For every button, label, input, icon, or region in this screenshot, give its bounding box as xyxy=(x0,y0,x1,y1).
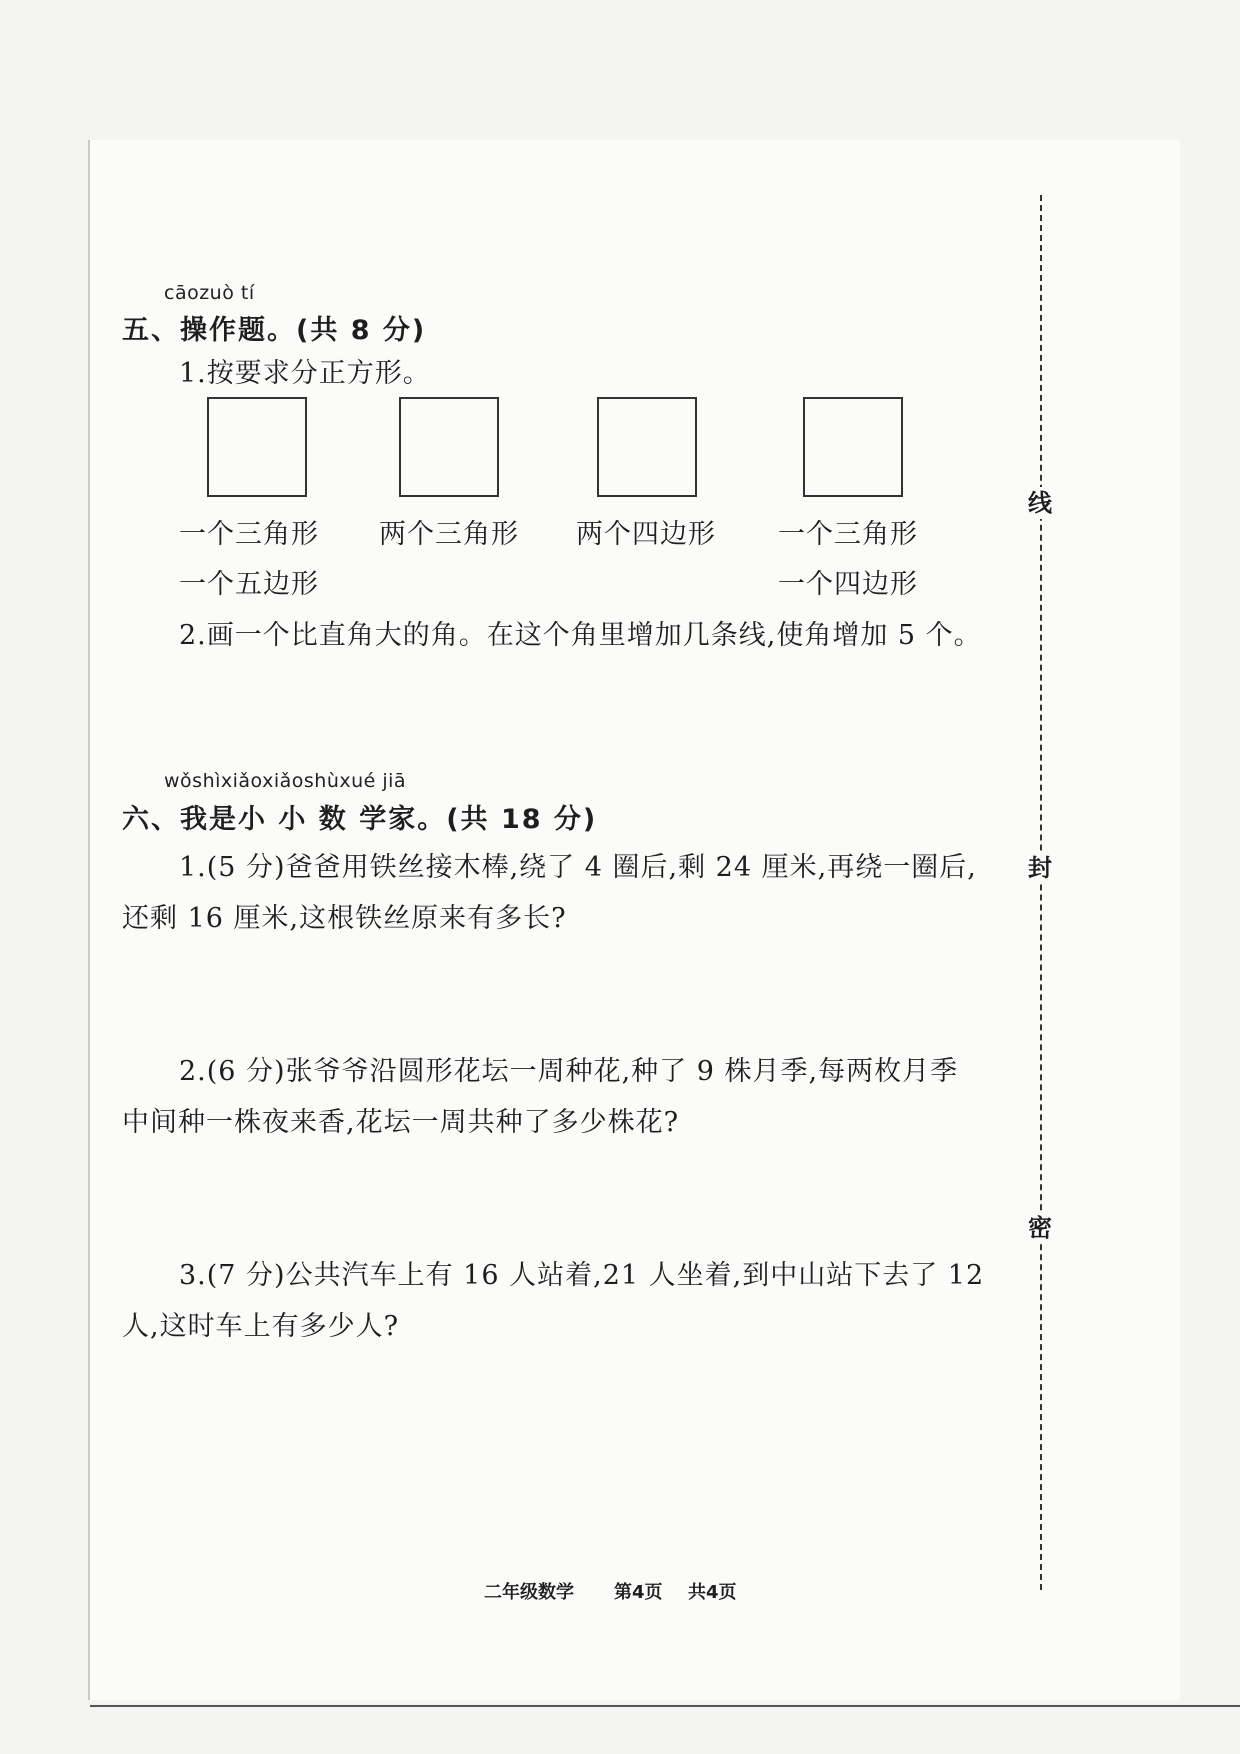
square-1-label-2: 一个五边形 xyxy=(179,569,319,600)
square-3[interactable] xyxy=(597,397,697,497)
square-1[interactable] xyxy=(207,397,307,497)
section5-title: 五、操作题。(共 8 分) xyxy=(122,315,427,346)
section6-title: 六、我是小 小 数 学家。(共 18 分) xyxy=(122,804,598,835)
bottom-rule xyxy=(90,1705,1240,1707)
square-4[interactable] xyxy=(803,397,903,497)
section6-q1-line1: 1.(5 分)爸爸用铁丝接木棒,绕了 4 圈后,剩 24 厘米,再绕一圈后, xyxy=(179,852,977,883)
binding-char-mi: 密 xyxy=(1024,1212,1056,1244)
footer-page: 第4页 xyxy=(614,1582,663,1603)
section6-q1-line2: 还剩 16 厘米,这根铁丝原来有多长? xyxy=(122,903,567,934)
section5-q1: 1.按要求分正方形。 xyxy=(179,358,431,389)
section5-pinyin: cāozuò tí xyxy=(164,282,255,304)
section6-q2-line1: 2.(6 分)张爷爷沿圆形花坛一周种花,种了 9 株月季,每两枚月季 xyxy=(179,1056,959,1087)
square-4-label-2: 一个四边形 xyxy=(778,569,918,600)
footer-subject: 二年级数学 xyxy=(484,1582,574,1603)
section6-pinyin: wǒshìxiǎoxiǎoshùxué jiā xyxy=(164,770,407,792)
section6-q3-line1: 3.(7 分)公共汽车上有 16 人站着,21 人坐着,到中山站下去了 12 xyxy=(179,1260,985,1291)
binding-char-feng: 封 xyxy=(1024,852,1056,884)
square-2-label-1: 两个三角形 xyxy=(379,519,519,550)
square-3-label-1: 两个四边形 xyxy=(576,519,716,550)
footer-total: 共4页 xyxy=(688,1582,737,1603)
section6-q2-line2: 中间种一株夜来香,花坛一周共种了多少株花? xyxy=(122,1107,680,1138)
square-1-label-1: 一个三角形 xyxy=(179,519,319,550)
section5-q2: 2.画一个比直角大的角。在这个角里增加几条线,使角增加 5 个。 xyxy=(179,620,982,651)
binding-dashed-line xyxy=(1040,195,1042,1590)
binding-char-xian: 线 xyxy=(1024,487,1056,519)
square-2[interactable] xyxy=(399,397,499,497)
section6-q3-line2: 人,这时车上有多少人? xyxy=(122,1311,400,1342)
square-4-label-1: 一个三角形 xyxy=(778,519,918,550)
